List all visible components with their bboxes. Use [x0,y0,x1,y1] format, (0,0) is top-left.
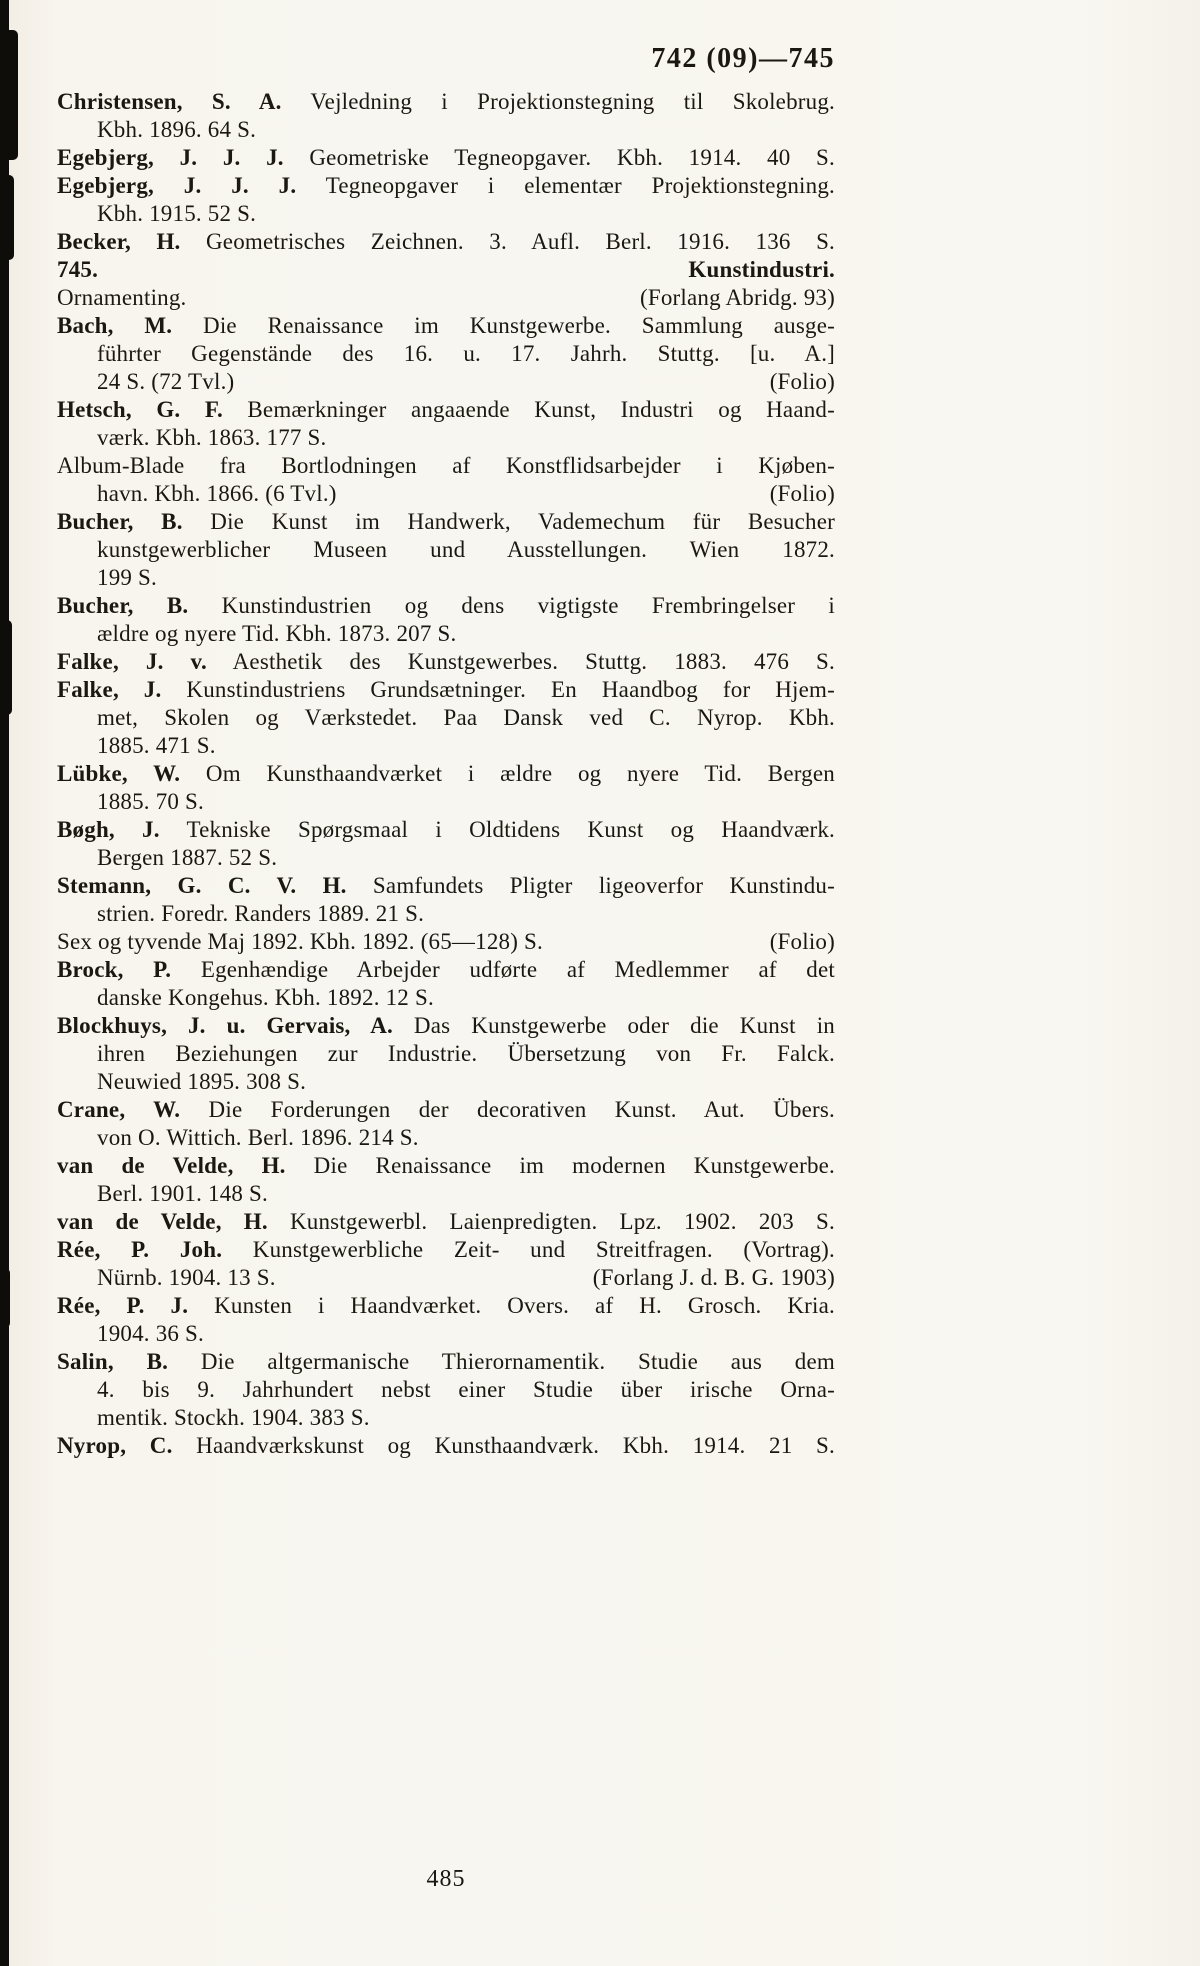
entry-text: Nürnb. 1904. 13 S. [97,1265,276,1290]
entry-left [97,845,277,870]
catalog-line [57,564,835,592]
catalog-line [57,956,835,984]
catalog-line [57,900,835,928]
entry-left [97,537,835,562]
catalog-line [57,228,835,256]
entry-left [97,480,337,508]
entry-author: Becker, H. [57,229,181,254]
entry-annotation: (Forlang Abridg. 93) [639,285,835,310]
entry-author: van de Velde, H. [57,1209,268,1234]
entry-author: Crane, W. [57,1097,181,1122]
entry-text: Bemærkninger angaaende Kunst, Industri og Haand- [222,397,835,422]
entry-left [97,621,456,646]
entry-left [97,901,424,926]
entry-left [57,256,98,284]
entry-text: kunstgewerblicher Museen und Ausstellungen. Wien 1872. [97,537,835,562]
catalog-line [57,1376,835,1404]
entry-left [97,425,327,450]
entry-text: Tegneopgaver i elementær Projektionstegning. [296,173,835,198]
catalog-line [57,788,835,816]
entry-left [57,928,543,956]
entry-left [97,985,434,1010]
entry-annotation: (Folio) [769,481,835,506]
catalog-line [57,1348,835,1376]
entry-left [97,117,256,142]
entry-left [57,1433,835,1458]
catalog-line [57,88,835,116]
catalog-line [57,144,835,172]
entry-author: Rée, P. Joh. [57,1237,223,1262]
entry-author: Stemann, G. C. V. H. [57,873,347,898]
entry-text: Kbh. 1915. 52 S. [97,201,257,226]
entry-left [97,1405,370,1430]
entry-author: van de Velde, H. [57,1153,286,1178]
entry-text: Die Renaissance im Kunstgewerbe. Sammlung ausge- [172,313,835,338]
entry-author: Hetsch, G. F. [57,397,223,422]
catalog-line [57,760,835,788]
scan-ink-blob [0,30,18,160]
entry-author: Bach, M. [57,313,173,338]
entry-text: Die Renaissance im modernen Kunstgewerbe. [285,1153,835,1178]
entry-author: Bøgh, J. [57,817,160,842]
catalog-line [57,368,835,396]
entry-annotation: Kunstindustri. [688,257,835,282]
entry-left [97,1181,268,1206]
entry-text: Die Forderungen der decorativen Kunst. Aut. Übers. [180,1097,836,1122]
entry-left [57,509,835,534]
catalog-line [57,508,835,536]
entry-left [57,284,187,312]
entry-left [97,565,157,590]
entry-text: 1904. 36 S. [97,1321,204,1346]
entry-left [57,145,835,170]
entry-text: führter Gegenstände des 16. u. 17. Jahrh. Stuttg. [u. A.] [97,341,835,366]
page-number: 485 [426,1866,466,1892]
entry-author: Christensen, S. A. [57,89,282,114]
entry-text: Kunsten i Haandværket. Overs. af H. Grosch. Kria. [188,1293,835,1318]
entry-text: Tekniske Spørgsmaal i Oldtidens Kunst og Haandværk. [159,817,835,842]
catalog-line [57,928,835,956]
catalog-entries [57,88,835,1460]
catalog-line [57,1124,835,1152]
entry-author: Brock, P. [57,957,172,982]
entry-text: Samfundets Pligter ligeoverfor Kunstindu- [346,873,835,898]
catalog-line [57,732,835,760]
catalog-line [57,284,835,312]
entry-left [57,1209,835,1234]
entry-text: ihren Beziehungen zur Industrie. Übersetzung von Fr. Falck. [97,1041,835,1066]
entry-text: værk. Kbh. 1863. 177 S. [97,425,327,450]
entry-left [97,341,835,366]
entry-text: Sex og tyvende Maj 1892. Kbh. 1892. (65—128) S. [57,929,543,954]
entry-left [57,89,835,114]
entry-left [57,173,835,198]
entry-text: mentik. Stockh. 1904. 383 S. [97,1405,370,1430]
entry-text: Kunstgewerbl. Laienpredigten. Lpz. 1902. 203 S. [267,1209,835,1234]
entry-author: Lübke, W. [57,761,181,786]
catalog-line [57,1404,835,1432]
catalog-line [57,536,835,564]
entry-text: Om Kunsthaandværket i ældre og nyere Tid. Bergen [180,761,835,786]
page-content [57,42,835,1460]
entry-text: Kbh. 1896. 64 S. [97,117,257,142]
entry-left [57,1349,835,1374]
catalog-line [57,1180,835,1208]
entry-text: Kunstindustrien og dens vigtigste Frembringelser i [188,593,835,618]
catalog-line [57,1096,835,1124]
entry-text: Neuwied 1895. 308 S. [97,1069,307,1094]
entry-text: Die Kunst im Handwerk, Vademechum für Besucher [182,509,836,534]
catalog-line [57,1208,835,1236]
catalog-line [57,1292,835,1320]
entry-left [97,1041,835,1066]
entry-text: Bergen 1887. 52 S. [97,845,278,870]
entry-text: 1885. 471 S. [97,733,216,758]
entry-left [97,1321,204,1346]
catalog-line [57,676,835,704]
catalog-line [57,312,835,340]
entry-left [97,1125,419,1150]
entry-text: Aesthetik des Kunstgewerbes. Stuttg. 1883. 476 S. [206,649,835,674]
catalog-line [57,1236,835,1264]
entry-left [97,1264,276,1292]
entry-left [57,649,835,674]
catalog-line [57,116,835,144]
entry-text: strien. Foredr. Randers 1889. 21 S. [97,901,425,926]
entry-author: Egebjerg, J. J. J. [57,145,284,170]
entry-left [57,593,835,618]
entry-text: 1885. 70 S. [97,789,204,814]
catalog-line [57,1040,835,1068]
entry-left [57,873,835,898]
entry-annotation: (Forlang J. d. B. G. 1903) [592,1265,835,1290]
entry-left [57,1293,835,1318]
entry-text: Das Kunstgewerbe oder die Kunst in [392,1013,835,1038]
catalog-line [57,620,835,648]
entry-text: Haandværkskunst og Kunsthaandværk. Kbh. 1914. 21 S. [172,1433,835,1458]
catalog-line [57,424,835,452]
entry-left [97,1377,835,1402]
catalog-line [57,340,835,368]
entry-author: Salin, B. [57,1349,169,1374]
entry-left [97,1069,306,1094]
scan-ink-blob [0,1268,10,1328]
catalog-line [57,844,835,872]
entry-left [97,733,216,758]
entry-text: 199 S. [97,565,157,590]
entry-author: Bucher, B. [57,509,183,534]
entry-left [57,453,835,478]
catalog-line [57,816,835,844]
entry-text: Kunstindustriens Grundsætninger. En Haandbog for Hjem- [161,677,835,702]
entry-left [57,313,835,338]
catalog-line [57,984,835,1012]
entry-text: Vejledning i Projektionstegning til Skolebrug. [281,89,836,114]
catalog-line [57,592,835,620]
entry-text: Egenhændige Arbejder udførte af Medlemmer af det [171,957,835,982]
catalog-line [57,1432,835,1460]
entry-left [57,677,835,702]
entry-author: Egebjerg, J. J. J. [57,173,297,198]
entry-left [97,789,204,814]
entry-left [57,1153,835,1178]
entry-annotation: (Folio) [769,369,835,394]
entry-left [97,705,835,730]
catalog-line [57,200,835,228]
entry-author: 745. [57,257,99,282]
catalog-line [57,704,835,732]
entry-author: Falke, J. v. [57,649,207,674]
entry-left [57,1013,835,1038]
entry-author: Falke, J. [57,677,162,702]
running-head: 742 (09)—745 [651,43,835,74]
entry-text: Berl. 1901. 148 S. [97,1181,268,1206]
entry-text: Die altgermanische Thierornamentik. Studie aus dem [168,1349,835,1374]
catalog-line [57,1264,835,1292]
entry-left [57,817,835,842]
catalog-line [57,452,835,480]
entry-annotation: (Folio) [769,929,835,954]
entry-left [57,1237,835,1262]
scan-ink-blob [0,175,14,260]
catalog-line [57,396,835,424]
entry-text: Ornamenting. [57,285,187,310]
entry-author: Nyrop, C. [57,1433,173,1458]
entry-text: 24 S. (72 Tvl.) [97,369,235,394]
entry-text: Kunstgewerbliche Zeit- und Streitfragen. (Vortrag). [222,1237,835,1262]
catalog-line [57,1012,835,1040]
entry-left [57,957,835,982]
entry-text: havn. Kbh. 1866. (6 Tvl.) [97,481,337,506]
entry-left [97,368,234,396]
entry-author: Rée, P. J. [57,1293,189,1318]
entry-text: Geometrisches Zeichnen. 3. Aufl. Berl. 1916. 136 S. [180,229,836,254]
scan-edge-artifact [0,0,9,1966]
catalog-line [57,1152,835,1180]
entry-text: ældre og nyere Tid. Kbh. 1873. 207 S. [97,621,457,646]
entry-text: 4. bis 9. Jahrhundert nebst einer Studie über irische Orna- [97,1377,835,1402]
entry-text: Geometriske Tegneopgaver. Kbh. 1914. 40 S. [283,145,835,170]
entry-left [57,397,835,422]
section-heading-line [57,256,835,284]
entry-left [57,761,835,786]
entry-text: von O. Wittich. Berl. 1896. 214 S. [97,1125,419,1150]
entry-author: Bucher, B. [57,593,189,618]
catalog-line [57,480,835,508]
scan-ink-blob [0,620,12,715]
entry-left [97,201,256,226]
catalog-line [57,172,835,200]
entry-text: danske Kongehus. Kbh. 1892. 12 S. [97,985,434,1010]
catalog-line [57,872,835,900]
catalog-line [57,1320,835,1348]
catalog-line [57,1068,835,1096]
entry-text: Album-Blade fra Bortlodningen af Konstflidsarbejder i Kjøben- [57,453,835,478]
entry-text: met, Skolen og Værkstedet. Paa Dansk ved C. Nyrop. Kbh. [97,705,835,730]
entry-left [57,229,835,254]
catalog-line [57,648,835,676]
entry-left [57,1097,835,1122]
entry-author: Blockhuys, J. u. Gervais, A. [57,1013,393,1038]
